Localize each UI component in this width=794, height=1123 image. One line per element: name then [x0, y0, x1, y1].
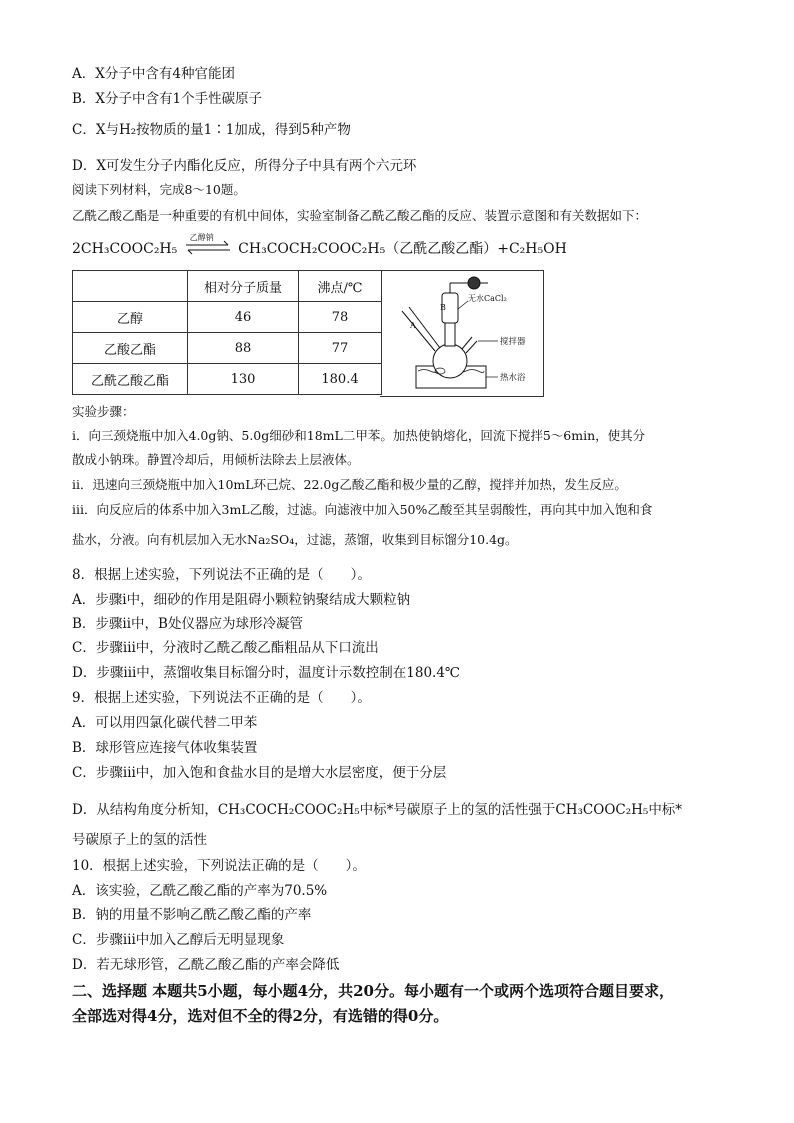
step-i-line2: 散成小钠珠。静置冷却后，用倾析法除去上层液体。 — [72, 452, 360, 467]
table-row — [73, 302, 382, 333]
option-prev-b: B．X分子中含有1个手性碳原子 — [72, 91, 263, 107]
table-cell: 乙酰乙酸乙酯 — [73, 364, 188, 395]
table-cell: 乙醇 — [73, 302, 188, 333]
option-prev-d: D．X可发生分子内酯化反应，所得分子中具有两个六元环 — [72, 158, 417, 174]
table-row — [73, 364, 382, 395]
table-cell: 乙酸乙酯 — [73, 333, 188, 364]
label-bath: 热水浴 — [500, 373, 526, 383]
q9-option-b: B．球形管应连接气体收集装置 — [72, 740, 258, 756]
steps-title: 实验步骤： — [72, 404, 135, 419]
q10-option-d: D．若无球形管，乙酰乙酸乙酯的产率会降低 — [72, 957, 340, 973]
option-prev-c: C．X与H₂按物质的量1∶1加成，得到5种产物 — [72, 122, 351, 138]
q10-stem: 10．根据上述实验，下列说法正确的是（ ）。 — [72, 858, 366, 874]
table-cell: 180.4 — [299, 364, 382, 395]
table-cell: 88 — [188, 333, 299, 364]
q8-option-a: A．步骤ⅰ中，细砂的作用是阻碍小颗粒钠聚结成大颗粒钠 — [72, 592, 411, 608]
reaction-equation — [72, 233, 567, 258]
q8-option-c: C．步骤ⅲ中，分液时乙酰乙酸乙酯粗品从下口流出 — [72, 640, 379, 656]
step-i-line1: ⅰ．向三颈烧瓶中加入4.0g钠、5.0g细砂和18mL二甲苯。加热使钠熔化，回流下搅拌5～6min，使其分 — [72, 428, 646, 443]
table-cell: 46 — [188, 302, 299, 333]
step-iii-line1: ⅲ．向反应后的体系中加入3mL乙酸，过滤。向滤液中加入50%乙酸至其呈弱酸性，再向其中加入饱和食 — [72, 502, 653, 517]
table-row — [73, 333, 382, 364]
q9-stem: 9．根据上述实验，下列说法不正确的是（ ）。 — [72, 690, 371, 706]
q8-stem: 8．根据上述实验，下列说法不正确的是（ ）。 — [72, 567, 371, 583]
option-prev-a: A．X分子中含有4种官能团 — [72, 66, 235, 82]
q9-option-a: A．可以用四氯化碳代替二甲苯 — [72, 715, 258, 731]
q9-option-d — [72, 800, 682, 820]
q9-d-prefix: D．从结构角度分析知， — [72, 802, 218, 818]
equation-left: 2CH₃COOC₂H₅ — [72, 241, 178, 257]
data-table — [72, 270, 382, 395]
table-cell: 77 — [299, 333, 382, 364]
q9-option-c: C．步骤ⅲ中，加入饱和食盐水目的是增大水层密度，便于分层 — [72, 765, 447, 781]
step-iii-line2: 盐水，分液。向有机层加入无水Na₂SO₄，过滤，蒸馏，收集到目标馏分10.4g。 — [72, 532, 518, 547]
section2-heading-line1: 二、选择题 本题共5小题，每小题4分，共20分。每小题有一个或两个选项符合题目要求， — [72, 982, 674, 1000]
reading-intro: 阅读下列材料，完成8～10题。 — [72, 182, 246, 197]
q9-d-mid: 中标*号碳原子上的氢的活性强于 — [359, 802, 556, 818]
table-cell: 78 — [299, 302, 382, 333]
q9-d-end: 中标* — [648, 802, 683, 818]
table-header-cell: 沸点/℃ — [299, 271, 382, 302]
q10-option-b: B．钠的用量不影响乙酰乙酸乙酯的产率 — [72, 907, 312, 923]
q10-option-a: A．该实验，乙酰乙酸乙酯的产率为70.5% — [72, 883, 328, 899]
material-text: 乙酰乙酸乙酯是一种重要的有机中间体，实验室制备乙酰乙酸乙酯的反应、装置示意图和有关数据如下： — [72, 208, 648, 223]
apparatus-diagram — [380, 270, 544, 397]
q8-option-b: B．步骤ⅱ中，B处仪器应为球形冷凝管 — [72, 616, 303, 632]
table-header-row — [73, 271, 382, 302]
label-stirrer: 搅拌器 — [500, 337, 526, 347]
equation-right: CH₃COCH₂COOC₂H₅（乙酰乙酸乙酯）+C₂H₅OH — [238, 241, 567, 257]
table-cell: 130 — [188, 364, 299, 395]
section2-heading-line2: 全部选对得4分，选对但不全的得2分，有选错的得0分。 — [72, 1007, 449, 1025]
step-ii: ⅱ．迅速向三颈烧瓶中加入10mL环己烷、22.0g乙酸乙酯和极少量的乙醇，搅拌并加热，发生反应。 — [72, 477, 627, 492]
equilibrium-arrows — [182, 233, 234, 256]
label-b: B — [440, 303, 446, 312]
q9-option-d-line2: 号碳原子上的氢的活性 — [72, 832, 207, 848]
q10-option-c: C．步骤ⅲ中加入乙醇后无明显现象 — [72, 932, 285, 948]
q9-d-formula2: CH₃COOC₂H₅ — [555, 802, 649, 818]
q9-d-formula1: CH₃COCH₂COOC₂H₅ — [217, 802, 360, 818]
label-cacl2: 无水CaCl₂ — [468, 294, 507, 303]
label-a: A — [410, 321, 416, 330]
table-header-cell: 相对分子质量 — [188, 271, 299, 302]
q8-option-d: D．步骤ⅲ中，蒸馏收集目标馏分时，温度计示数控制在180.4℃ — [72, 665, 461, 681]
equation-catalyst: 乙醇钠 — [189, 233, 214, 242]
table-header-cell — [73, 271, 188, 302]
